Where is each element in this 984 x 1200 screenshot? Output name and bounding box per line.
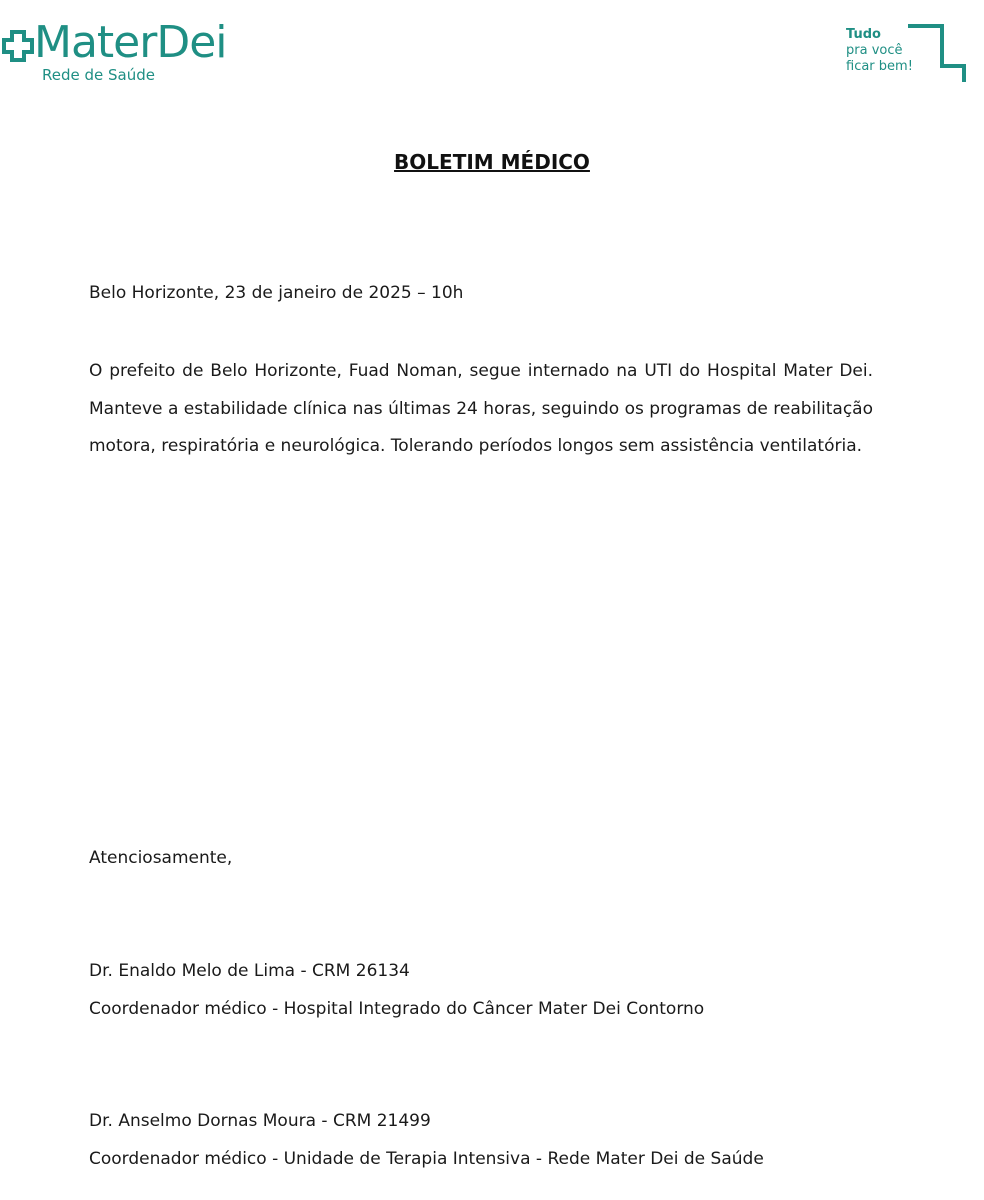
signatory-role: Coordenador médico - Hospital Integrado do Câncer Mater Dei Contorno	[89, 999, 705, 1019]
signatory-name: Dr. Enaldo Melo de Lima - CRM 26134	[89, 961, 410, 981]
document-title: BOLETIM MÉDICO	[394, 150, 590, 174]
corner-bracket-icon	[908, 24, 966, 82]
closing-line: Atenciosamente,	[89, 848, 233, 868]
signatory-name: Dr. Anselmo Dornas Moura - CRM 21499	[89, 1111, 431, 1131]
date-line: Belo Horizonte, 23 de janeiro de 2025 – 10h	[89, 283, 464, 303]
signatory-role: Coordenador médico - Unidade de Terapia Intensiva - Rede Mater Dei de Saúde	[89, 1149, 764, 1169]
plus-cross-icon	[0, 28, 36, 64]
tagline-line-3: ficar bem!	[846, 59, 913, 74]
tagline	[846, 27, 913, 75]
tagline-line-2: pra você	[846, 43, 903, 58]
mater-dei-logo	[0, 18, 260, 88]
brand-name: MaterDei	[34, 17, 227, 68]
tagline-logo	[846, 24, 970, 84]
tagline-line-1: Tudo	[846, 27, 881, 42]
brand-subtitle: Rede de Saúde	[42, 66, 155, 84]
body-paragraph: O prefeito de Belo Horizonte, Fuad Noman, segue internado na UTI do Hospital Mater Dei. Manteve a estabilidade clínica nas últimas 24 horas, seguindo os programas de reabilitação motora, respiratória e neurológica. Tolerando períodos longos sem assistência ventilatória.	[89, 361, 873, 456]
